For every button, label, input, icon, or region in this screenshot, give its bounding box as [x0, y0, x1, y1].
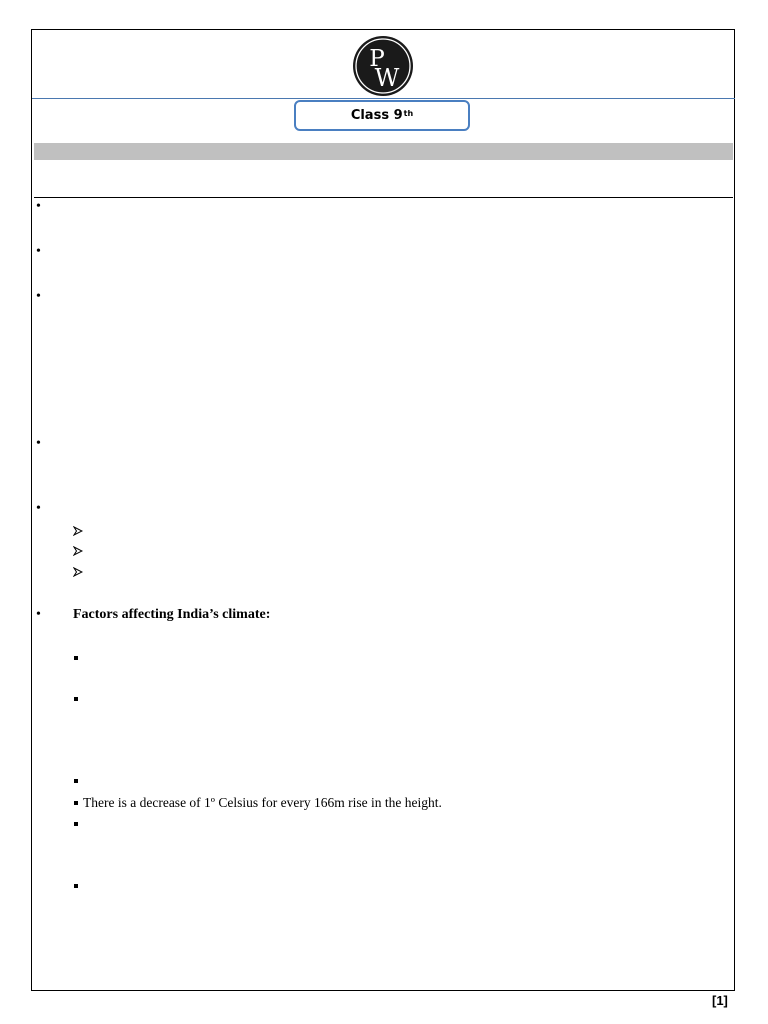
- square-bullet: [74, 822, 78, 826]
- bullet-disc: •: [36, 501, 41, 516]
- square-bullet: [74, 697, 78, 701]
- bullet-disc: •: [36, 289, 41, 304]
- bullet-disc: •: [36, 244, 41, 259]
- square-bullet: [74, 801, 78, 805]
- svg-text:W: W: [374, 64, 400, 92]
- pw-logo: [352, 35, 414, 97]
- square-bullet: [74, 656, 78, 660]
- page-frame: [31, 29, 735, 991]
- square-bullet: [74, 884, 78, 888]
- bullet-disc: •: [36, 607, 41, 622]
- altitude-fact-text: There is a decrease of 1º Celsius for every 166m rise in the height.: [83, 795, 442, 810]
- bullet-disc: •: [36, 199, 41, 214]
- class-label: Class 9: [350, 108, 403, 123]
- arrow-bullet-icon: [73, 526, 83, 536]
- svg-text:P: P: [369, 46, 385, 72]
- arrow-bullet-icon: [73, 546, 83, 556]
- page-number: [1]: [712, 993, 728, 1008]
- title-divider: [34, 197, 733, 198]
- chapter-title-band: [34, 143, 733, 160]
- arrow-bullet-icon: [73, 567, 83, 577]
- header-divider: [32, 98, 735, 99]
- factors-heading: Factors affecting India’s climate:: [73, 607, 271, 622]
- class-badge: [294, 100, 470, 131]
- square-bullet: [74, 779, 78, 783]
- class-superscript: th: [403, 109, 414, 118]
- bullet-disc: •: [36, 436, 41, 451]
